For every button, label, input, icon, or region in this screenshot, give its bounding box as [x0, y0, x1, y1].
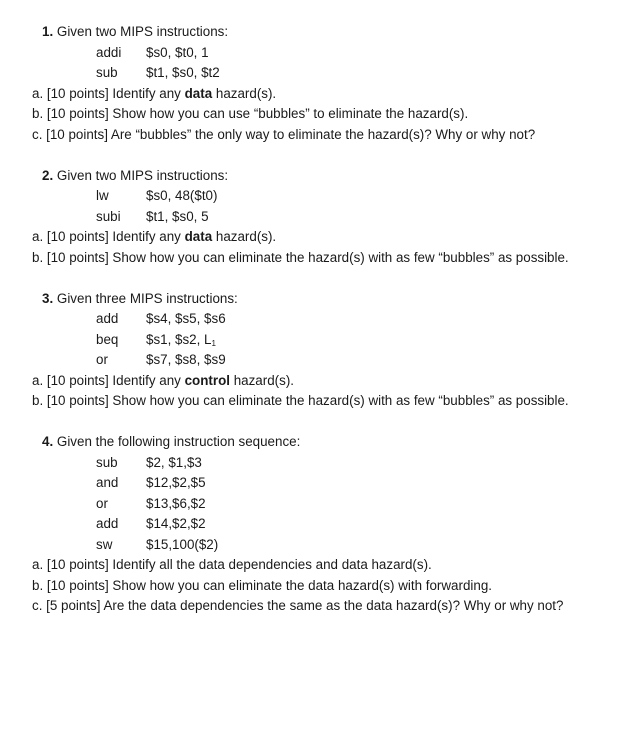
instruction-line [42, 535, 634, 556]
instruction-line [42, 473, 634, 494]
question-title: Given two MIPS instructions: [56, 167, 229, 183]
operands: $14,$2,$2 [146, 516, 206, 531]
question-3 [32, 289, 634, 412]
question-part-a [32, 84, 634, 105]
question-title: Given three MIPS instructions: [56, 290, 238, 306]
operands: $13,$6,$2 [146, 495, 206, 511]
question-part-a [32, 371, 634, 392]
operands: $s0, $t0, 1 [146, 44, 209, 60]
operands-text: $s1, $s2, L [146, 331, 212, 347]
opcode: sub [96, 454, 118, 470]
operands: $t1, $s0, $t2 [146, 65, 220, 80]
part-text-end: hazard(s). [230, 372, 294, 388]
question-part-a [32, 227, 634, 248]
part-text-end: hazard(s). [212, 229, 277, 244]
question-number: 3. [42, 290, 54, 306]
part-text: b. [10 points] Show how you can eliminate the data hazard(s) with forwarding. [32, 577, 492, 593]
instruction-line [42, 43, 634, 64]
part-emphasis: control [184, 372, 230, 388]
part-text: a. [10 points] Identify all the data dependencies and data hazard(s). [32, 557, 432, 572]
question-part-c [32, 125, 634, 146]
question-part-b [32, 104, 634, 125]
operands: $15,100($2) [146, 536, 219, 552]
instruction-line [42, 330, 634, 351]
label-subscript: 1 [211, 338, 216, 348]
part-text: a. [10 points] Identify any [32, 372, 185, 388]
instruction-line [42, 494, 634, 515]
instruction-line [42, 350, 634, 371]
opcode: lw [96, 188, 109, 203]
question-number: 2. [42, 167, 54, 183]
question-heading [42, 22, 634, 43]
question-title: Given two MIPS instructions: [56, 24, 229, 39]
question-heading [42, 289, 634, 310]
instruction-line [42, 63, 634, 84]
question-heading [42, 432, 634, 453]
part-text: a. [10 points] Identify any [32, 85, 185, 101]
opcode: beq [96, 331, 119, 347]
operands: $s0, 48($t0) [146, 188, 218, 203]
instruction-line [42, 207, 634, 228]
question-1 [32, 22, 634, 145]
operands: $2, $1,$3 [146, 454, 202, 470]
operands: $12,$2,$5 [146, 475, 206, 490]
part-text: c. [5 points] Are the data dependencies the same as the data hazard(s)? Why or why not? [32, 598, 564, 613]
instruction-line [42, 186, 634, 207]
document [32, 22, 634, 637]
question-2 [32, 166, 634, 269]
instruction-line [42, 309, 634, 330]
opcode: add [96, 516, 119, 531]
question-title: Given the following instruction sequence: [56, 434, 301, 449]
operands: $s7, $s8, $s9 [146, 352, 226, 367]
opcode: and [96, 475, 119, 490]
opcode: or [96, 495, 108, 511]
part-emphasis: data [184, 85, 213, 101]
opcode: or [96, 352, 108, 367]
opcode: sw [96, 536, 113, 552]
opcode: subi [96, 208, 121, 224]
question-part-b [32, 248, 634, 269]
opcode: sub [96, 65, 118, 80]
instruction-line [42, 514, 634, 535]
part-text: b. [10 points] Show how you can eliminate the hazard(s) with as few “bubbles” as possible. [32, 249, 569, 265]
part-text-end: hazard(s). [212, 85, 277, 101]
operands: $s4, $s5, $s6 [146, 311, 226, 326]
question-part-b [32, 391, 634, 412]
operands: $t1, $s0, 5 [146, 208, 209, 224]
question-heading [42, 166, 634, 187]
question-number: 1. [42, 24, 54, 39]
question-part-a [32, 555, 634, 576]
part-text: b. [10 points] Show how you can use “bubbles” to eliminate the hazard(s). [32, 106, 469, 121]
part-text: a. [10 points] Identify any [32, 229, 185, 244]
part-text: c. [10 points] Are “bubbles” the only way to eliminate the hazard(s)? Why or why not? [32, 126, 536, 142]
part-text: b. [10 points] Show how you can eliminate the hazard(s) with as few “bubbles” as possible. [32, 393, 569, 408]
question-part-c [32, 596, 634, 617]
opcode: add [96, 311, 119, 326]
opcode: addi [96, 44, 122, 60]
question-number: 4. [42, 434, 54, 449]
question-4 [32, 432, 634, 617]
part-emphasis: data [184, 229, 213, 244]
question-part-b [32, 576, 634, 597]
instruction-line [42, 453, 634, 474]
